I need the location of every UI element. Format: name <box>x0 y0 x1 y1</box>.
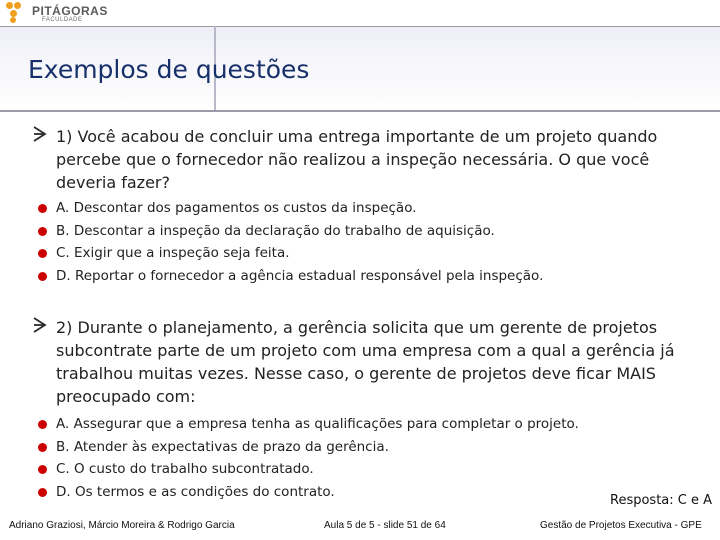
top-divider <box>0 26 720 27</box>
option-text: C. O custo do trabalho subcontratado. <box>56 461 314 477</box>
options-list-1 <box>38 197 638 287</box>
answer-text: Resposta: C e A <box>610 493 713 508</box>
round-bullet-icon <box>38 204 47 213</box>
options-list-2 <box>38 413 638 503</box>
option-item <box>38 436 638 459</box>
option-item <box>38 265 638 288</box>
footer-slide-info: Aula 5 de 5 - slide 51 de 64 <box>324 520 446 531</box>
option-text: D. Os termos e as condições do contrato. <box>56 483 335 500</box>
option-text: C. Exigir que a inspeção seja feita. <box>56 245 290 261</box>
option-text: D. Reportar o fornecedor a agência estadual responsável pela inspeção. <box>56 267 544 284</box>
slide-title: Exemplos de questões <box>28 55 310 84</box>
option-text: B. Atender às expectativas de prazo da gerência. <box>56 438 389 455</box>
arrow-bullet-icon <box>30 316 48 334</box>
title-divider <box>0 110 720 112</box>
round-bullet-icon <box>38 249 47 258</box>
round-bullet-icon <box>38 272 47 281</box>
round-bullet-icon <box>38 227 47 236</box>
logo-subtitle: FACULDADE <box>42 17 83 23</box>
option-text: A. Assegurar que a empresa tenha as qualificações para completar o projeto. <box>56 416 579 432</box>
logo <box>6 2 146 26</box>
footer-authors: Adriano Graziosi, Márcio Moreira & Rodrigo Garcia <box>9 520 235 531</box>
option-item <box>38 242 638 265</box>
question-text: 2) Durante o planejamento, a gerência solicita que um gerente de projetos subcontrate parte de um projeto com uma empresa com a qual a gerência já trabalhou muitas vezes. Nesse caso, o gerente de projetos deve ficar MAIS preocupado com: <box>56 318 675 406</box>
option-item <box>38 197 638 220</box>
option-item <box>38 413 638 436</box>
option-text: A. Descontar dos pagamentos os custos da inspeção. <box>56 200 417 216</box>
logo-name: PITÁGORAS <box>32 4 108 18</box>
round-bullet-icon <box>38 420 47 429</box>
round-bullet-icon <box>38 465 47 474</box>
arrow-bullet-icon <box>30 125 48 143</box>
round-bullet-icon <box>38 488 47 497</box>
logo-mark-icon <box>6 2 28 24</box>
option-text: B. Descontar a inspeção da declaração do trabalho de aquisição. <box>56 222 495 239</box>
footer-course: Gestão de Projetos Executiva - GPE <box>540 520 702 531</box>
option-item <box>38 481 638 504</box>
option-item <box>38 220 638 243</box>
question-text: 1) Você acabou de concluir uma entrega importante de um projeto quando percebe que o fornecedor não realizou a inspeção necessária. O que você deveria fazer? <box>56 127 658 192</box>
round-bullet-icon <box>38 443 47 452</box>
option-item <box>38 458 638 481</box>
